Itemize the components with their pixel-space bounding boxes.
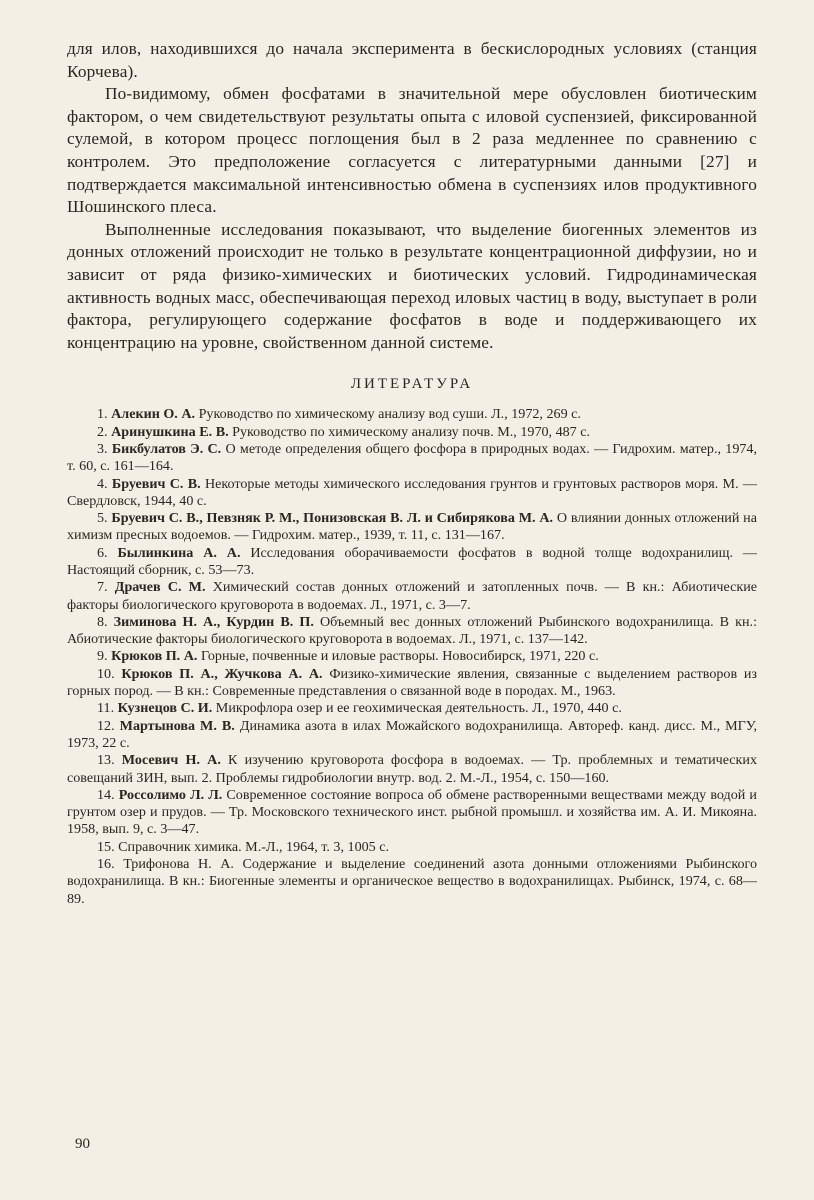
reference-item (67, 406, 757, 423)
paragraph: для илов, находившихся до начала эксперимента в бескислородных условиях (станция Корчева). (67, 39, 757, 81)
reference-author: Аринушкина Е. В. (111, 423, 229, 440)
reference-author: Крюков П. А. (111, 648, 198, 665)
reference-text: О методе определения общего фосфора в природных водах. — Гидрохим. матер., 1974, т. 60, с. 161—164. (67, 440, 757, 475)
reference-text: Динамика азота в илах Можайского водохранилища. Автореф. канд. дисс. М., МГУ, 1973, 22 с. (67, 717, 757, 751)
reference-author: Бруевич С. В., Певзняк Р. М., Понизовская В. Л. и Сибирякова М. А. (111, 510, 554, 527)
reference-author: Зиминова Н. А., Курдин В. П. (113, 613, 314, 630)
reference-number: 12. (97, 717, 115, 734)
reference-item (67, 700, 757, 717)
reference-number: 4. (97, 475, 108, 492)
references-list (67, 406, 757, 908)
paragraph: По-видимому, обмен фосфатами в значительной мере обусловлен биотическим фактором, о чем свидетельствуют результаты опыта с иловой суспензией, фиксированной сулемой, в котором процесс поглощения был в 2 раза медленнее по сравнению с контролем. Это предположение согласуется с литературными данными [27] и подтверждается максимальной интенсивностью обмена в суспензиях илов продуктивного Шошинского плеса. (67, 84, 757, 217)
reference-text: Микрофлора озер и ее геохимическая деятельность. Л., 1970, 440 с. (215, 700, 622, 717)
page-number: 90 (75, 1136, 90, 1152)
reference-text: К изучению круговорота фосфора в водоемах. — Тр. проблемных и тематических совещаний ЗИН, вып. 2. Проблемы гидробиологии внутр. вод. 2. М.-Л., 1954, с. 150—160. (67, 752, 757, 786)
reference-number: 16. (97, 856, 115, 873)
reference-author: Кузнецов С. И. (117, 700, 213, 717)
reference-number: 15. (97, 838, 115, 855)
reference-number: 9. (97, 648, 108, 665)
reference-text: О влиянии донных отложений на химизм пресных водоемов. — Гидрохим. матер., 1939, т. 11, с. 131—167. (67, 510, 757, 544)
reference-author: Бикбулатов Э. С. (111, 440, 222, 457)
reference-author: Мосевич Н. А. (121, 752, 221, 769)
reference-item (67, 510, 757, 545)
reference-number: 10. (97, 665, 115, 682)
reference-item (67, 476, 757, 511)
reference-author: Былинкина А. А. (117, 544, 241, 561)
reference-text: Химический состав донных отложений и затопленных почв. — В кн.: Абиотические факторы биологического круговорота в водоемах. Л., 1971, с. 3—7. (67, 579, 757, 613)
reference-item (67, 424, 757, 441)
reference-text: Некоторые методы химического исследования грунтов и грунтовых растворов моря. М. — Свердловск, 1944, 40 с. (67, 475, 758, 509)
reference-text: Горные, почвенные и иловые растворы. Новосибирск, 1971, 220 с. (200, 648, 599, 665)
reference-number: 2. (97, 423, 108, 440)
reference-text: Современное состояние вопроса об обмене растворенными веществами между водой и грунтом озер и прудов. — Тр. Московского технического инст. рыбной промышл. и хозяйства им. А. И. Микояна. 1958, вып. 9, с. 3—47. (67, 786, 757, 838)
reference-number: 5. (97, 510, 108, 527)
reference-item (67, 648, 757, 665)
reference-author: Бруевич С. В. (111, 475, 201, 492)
reference-author: Драчев С. М. (114, 579, 206, 596)
reference-number: 7. (97, 579, 108, 596)
references-heading: ЛИТЕРАТУРА (350, 376, 474, 393)
reference-number: 8. (97, 613, 108, 630)
reference-text: Руководство по химическому анализу почв. М., 1970, 487 с. (232, 423, 591, 440)
reference-text: Руководство по химическому анализу вод суши. Л., 1972, 269 с. (198, 406, 581, 423)
reference-text: Справочник химика. М.-Л., 1964, т. 3, 1005 с. (118, 838, 390, 855)
reference-author: Алекин О. А. (111, 406, 196, 423)
reference-number: 3. (97, 440, 108, 457)
reference-number: 1. (97, 406, 108, 423)
reference-text: Физико-химические явления, связанные с выделением растворов из горных пород. — В кн.: Современные представления о связанной воде в породах. М., 1963. (67, 665, 758, 700)
reference-item (67, 579, 757, 614)
reference-author: Крюков П. А., Жучкова А. А. (121, 665, 323, 682)
reference-item (67, 614, 757, 649)
reference-item (67, 718, 757, 753)
reference-author: Мартынова М. В. (119, 717, 235, 734)
reference-number: 14. (97, 786, 115, 803)
reference-item (67, 441, 757, 476)
reference-text: Объемный вес донных отложений Рыбинского водохранилища. В кн.: Абиотические факторы биологического круговорота в водоемах. Л., 1971, с. 137—142. (67, 613, 757, 648)
reference-number: 13. (97, 752, 115, 769)
reference-number: 6. (97, 544, 108, 561)
body-text (67, 38, 757, 354)
reference-author: Россолимо Л. Л. (118, 786, 223, 803)
page (67, 38, 757, 908)
reference-item (67, 787, 757, 839)
reference-item (67, 856, 757, 908)
reference-item (67, 666, 757, 701)
reference-text: Трифонова Н. А. Содержание и выделение соединений азота донными отложениями Рыбинского водохранилища. В кн.: Биогенные элементы и органическое вещество в водохранилищах. Рыбинск, 1974, с. 68—89. (67, 856, 757, 907)
reference-item (67, 545, 757, 580)
paragraph: Выполненные исследования показывают, что выделение биогенных элементов из донных отложений происходит не только в результате концентрационной диффузии, но и зависит от ряда физико-химических и биотических условий. Гидродинамическая активность водных масс, обеспечивающая переход иловых частиц в воду, выступает в роли фактора, регулирующего содержание фосфатов в воде и поддерживающего их концентрацию на уровне, свойственном данной системе. (67, 219, 757, 352)
reference-item (67, 839, 757, 856)
reference-text: Исследования оборачиваемости фосфатов в водной толще водохранилищ. — Настоящий сборник, с. 53—73. (67, 544, 757, 578)
reference-number: 11. (97, 700, 115, 717)
reference-item (67, 752, 757, 787)
